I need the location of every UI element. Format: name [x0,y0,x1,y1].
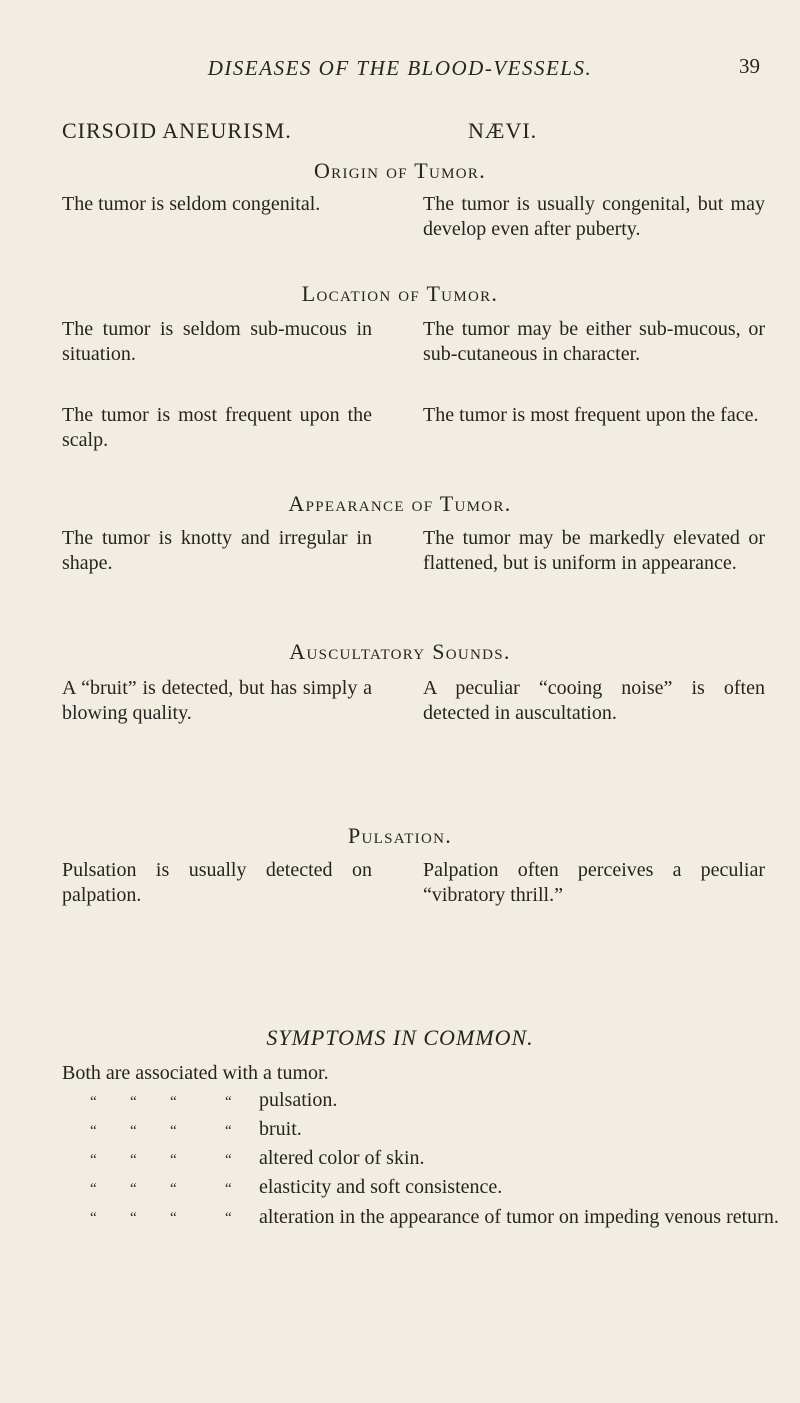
appearance-right-text: The tumor may be markedly elevated or flattened, but is uniform in appearance. [423,527,765,574]
symptom-text: elasticity and soft consistence. [259,1176,503,1198]
ditto-mark: “ [90,1094,97,1110]
ditto-mark: “ [90,1123,97,1139]
ditto-mark: “ [90,1210,97,1226]
location-right-text-1: The tumor may be either sub-mucous, or sub-cutaneous in character. [423,318,765,365]
location-left-text-1: The tumor is seldom sub-mucous in situation. [62,318,372,365]
section-heading-origin: Origin of Tumor. [313,158,487,183]
section-heading-auscultatory: Auscultatory Sounds. [289,639,511,664]
appearance-left-text: The tumor is knotty and irregular in shape. [62,527,372,574]
ditto-mark: “ [90,1152,97,1168]
origin-left-text: The tumor is seldom congenital. [62,193,321,215]
section-heading-appearance: Appearance of Tumor. [288,491,512,516]
left-column-title: CIRSOID ANEURISM. [62,118,292,143]
pulsation-left-text: Pulsation is usually detected on palpation. [62,859,372,906]
ditto-mark: “ [225,1123,232,1139]
symptom-row [90,1146,780,1172]
running-title: DISEASES OF THE BLOOD-VESSELS. [207,56,593,80]
ditto-mark: “ [170,1123,177,1139]
pulsation-right-text: Palpation often perceives a peculiar “vibratory thrill.” [423,859,765,906]
ditto-mark: “ [130,1181,137,1197]
ditto-mark: “ [170,1181,177,1197]
symptom-row [90,1117,780,1143]
ditto-mark: “ [170,1152,177,1168]
symptom-text: altered color of skin. [259,1147,425,1169]
section-heading-location: Location of Tumor. [301,281,499,306]
auscultatory-left-text: A “bruit” is detected, but has simply a blowing quality. [62,677,372,724]
symptom-row [90,1175,780,1201]
section-heading-pulsation: Pulsation. [347,823,453,848]
ditto-mark: “ [225,1181,232,1197]
symptom-text: bruit. [259,1118,302,1140]
origin-right-text: The tumor is usually congenital, but may develop even after puberty. [423,193,765,240]
auscultatory-right-text: A peculiar “cooing noise” is often detected in auscultation. [423,677,765,724]
ditto-mark: “ [170,1210,177,1226]
ditto-mark: “ [130,1152,137,1168]
symptom-row [90,1088,780,1114]
page-number: 39 [739,54,760,78]
symptom-text: alteration in the appearance of tumor on impeding venous return. [259,1206,779,1228]
ditto-mark: “ [90,1181,97,1197]
ditto-mark: “ [225,1152,232,1168]
symptom-text: pulsation. [259,1089,338,1111]
location-right-text-2: The tumor is most frequent upon the face. [423,404,759,426]
ditto-mark: “ [170,1094,177,1110]
right-column-title: NÆVI. [468,118,538,143]
location-left-text-2: The tumor is most frequent upon the scalp. [62,404,372,451]
ditto-mark: “ [225,1210,232,1226]
symptoms-intro: Both are associated with a tumor. [62,1062,329,1084]
ditto-mark: “ [130,1210,137,1226]
ditto-mark: “ [130,1123,137,1139]
symptoms-title: SYMPTOMS IN COMMON. [266,1025,534,1050]
symptom-row [90,1204,780,1230]
ditto-mark: “ [130,1094,137,1110]
ditto-mark: “ [225,1094,232,1110]
